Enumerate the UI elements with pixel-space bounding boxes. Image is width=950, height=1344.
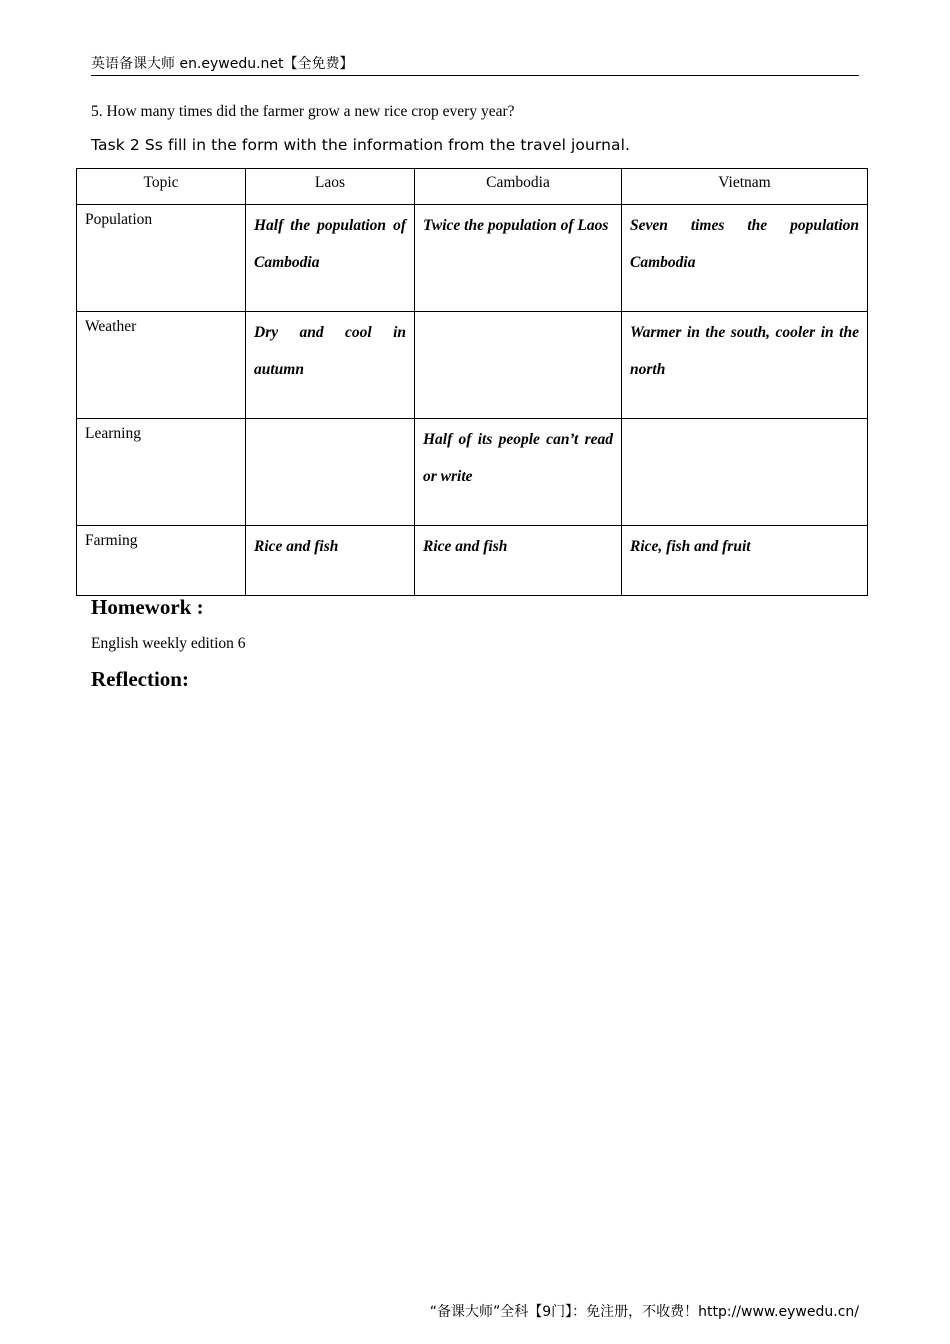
- homework-text: English weekly edition 6: [91, 635, 246, 652]
- table-row-learning: [77, 419, 868, 526]
- header-laos: Laos: [246, 169, 415, 205]
- answer-cell-laos: Dry and cool in autumn: [246, 312, 415, 419]
- table-row-weather: [77, 312, 868, 419]
- travel-journal-table: [76, 168, 868, 596]
- topic-cell: Population: [77, 205, 246, 312]
- answer-cell-cambodia: Twice the population of Laos: [415, 205, 622, 312]
- answer-cell-vietnam: Seven times the population Cambodia: [622, 205, 868, 312]
- topic-cell: Farming: [77, 526, 246, 596]
- answer-cell-vietnam: Rice, fish and fruit: [622, 526, 868, 596]
- table-row-farming: [77, 526, 868, 596]
- header-vietnam: Vietnam: [622, 169, 868, 205]
- answer-cell-cambodia: [415, 312, 622, 419]
- answer-cell-cambodia: Half of its people can’t read or write: [415, 419, 622, 526]
- answer-cell-vietnam: Warmer in the south, cooler in the north: [622, 312, 868, 419]
- answer-cell-laos: Half the population of Cambodia: [246, 205, 415, 312]
- header-text: 英语备课大师 en.eywedu.net【全免费】: [91, 56, 354, 72]
- question-text: 5. How many times did the farmer grow a new rice crop every year?: [91, 103, 515, 120]
- answer-cell-laos: Rice and fish: [246, 526, 415, 596]
- page-header: [91, 55, 859, 76]
- table-header-row: [77, 169, 868, 205]
- header-topic: Topic: [77, 169, 246, 205]
- reflection-heading: Reflection:: [91, 667, 189, 691]
- page-footer: “备课大师”全科【9门】：免注册，不收费！http://www.eywedu.cn/: [429, 1304, 859, 1320]
- answer-cell-laos: [246, 419, 415, 526]
- answer-cell-cambodia: Rice and fish: [415, 526, 622, 596]
- task-instruction: Task 2 Ss fill in the form with the information from the travel journal.: [91, 136, 631, 154]
- header-cambodia: Cambodia: [415, 169, 622, 205]
- topic-cell: Weather: [77, 312, 246, 419]
- homework-heading: Homework :: [91, 595, 204, 619]
- table-row-population: [77, 205, 868, 312]
- answer-cell-vietnam: [622, 419, 868, 526]
- topic-cell: Learning: [77, 419, 246, 526]
